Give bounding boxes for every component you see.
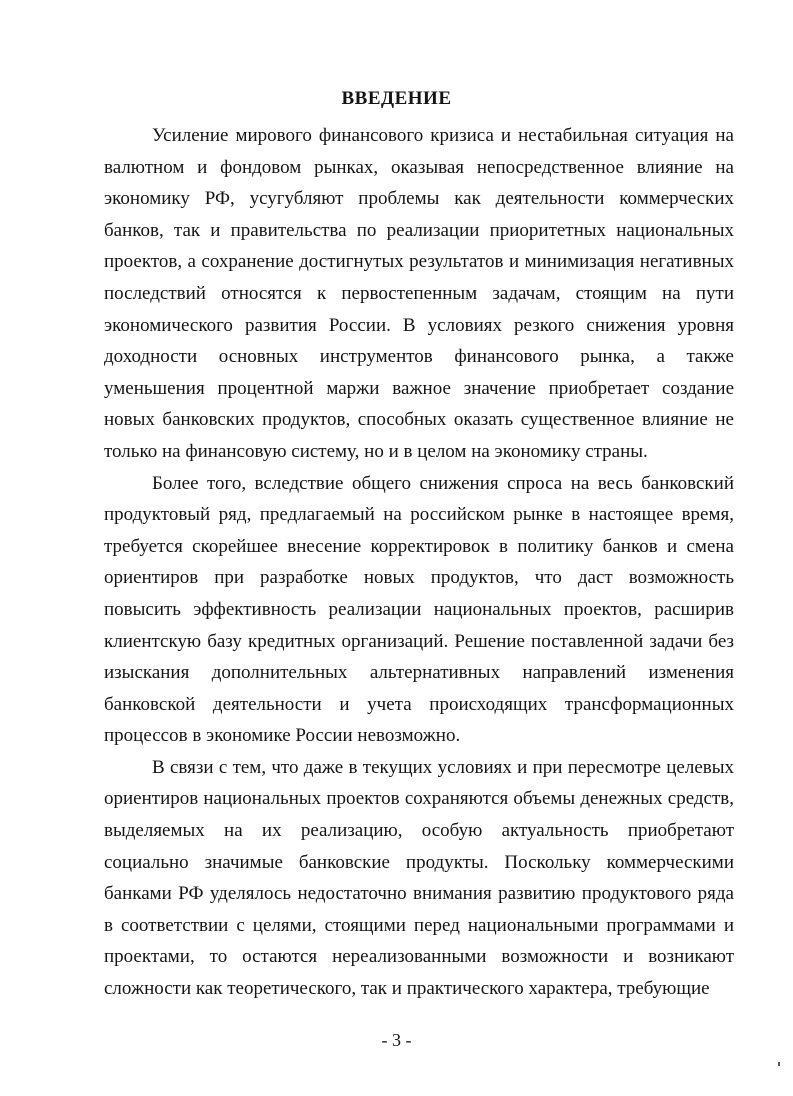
- body-text: [104, 120, 734, 1005]
- page-title: ВВЕДЕНИЕ: [341, 88, 452, 109]
- paragraph-3: В связи с тем, что даже в текущих условиях и при пересмотре целевых ориентиров национальных проектов сохраняются объемы денежных средств, выделяемых на их реализацию, особую актуальность приобретают социально значимые банковские продукты. Поскольку коммерческими банками РФ уделялось недостаточно внимания развитию продуктового ряда в соответствии с целями, стоящими перед национальными программами и проектами, то остаются нереализованными возможности и возникают сложности как теоретического, так и практического характера, требующие: [104, 756, 734, 1000]
- scan-speck: [778, 1062, 780, 1066]
- paragraph-1: Усиление мирового финансового кризиса и нестабильная ситуация на валютном и фондовом рынках, оказывая непосредственное влияние на экономику РФ, усугубляют проблемы как деятельности коммерческих банков, так и правительства по реализации приоритетных национальных проектов, а сохранение достигнутых результатов и минимизация негативных последствий относятся к первостепенным задачам, стоящим на пути экономического развития России. В условиях резкого снижения уровня доходности основных инструментов финансового рынка, а также уменьшения процентной маржи важное значение приобретает создание новых банковских продуктов, способных оказать существенное влияние не только на финансовую систему, но и в целом на экономику страны.: [104, 125, 734, 462]
- paragraph-2: Более того, вследствие общего снижения спроса на весь банковский продуктовый ряд, предлагаемый на российском рынке в настоящее время, требуется скорейшее внесение корректировок в политику банков и смена ориентиров при разработке новых продуктов, что даст возможность повысить эффективность реализации национальных проектов, расширив клиентскую базу кредитных организаций. Решение поставленной задачи без изыскания дополнительных альтернативных направлений изменения банковской деятельности и учета происходящих трансформационных процессов в экономике России невозможно.: [104, 472, 734, 747]
- page-number: - 3 -: [381, 1030, 412, 1050]
